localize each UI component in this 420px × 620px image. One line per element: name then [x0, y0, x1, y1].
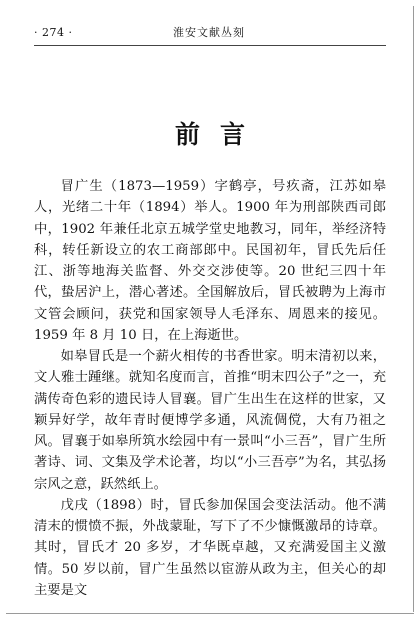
page-header	[34, 23, 384, 43]
scan-edge-bottom	[6, 613, 414, 614]
paragraph: 如皋冒氏是一个薪火相传的书香世家。明末清初以来，文人雅士踵继。就知名度而言，首推“明末四公子”之一，充满传奇色彩的遗民诗人冒襄。冒广生出生在这样的世家，又颖异好学，故年青时便博学多通，风流倜傥，大有乃祖之风。冒襄于如皋所筑水绘园中有一景叫“小三吾”，冒广生所著诗、词、文集及学术论著，均以“小三吾亭”为名，其弘扬宗风之意，跃然纸上。	[34, 349, 386, 492]
paragraph: 戊戌（1898）时，冒氏参加保国会变法活动。他不满清末的惯愤不振，外战蒙耻，写下了不少慷慨激昂的诗章。其时，冒氏才 20 多岁，才华既卓越，又充满爱国主义激情。50 岁以前，冒广生虽然以宦游从政为主，但关心的却主要是文	[34, 497, 386, 598]
page-number: · 274 ·	[34, 26, 73, 39]
paragraph: 冒广生（1873—1959）字鹤亭，号疚斋，江苏如皋人，光绪二十年（1894）举人。1900 年为刑部陕西司郎中，1902 年兼任北京五城学堂史地教习，同年，举经济特科，转任新设立的农工商部郎中。民国初年，冒氏先后任江、浙等地海关监督、外交交涉使等。20 世纪三四十年代，蛰居沪上，潜心著述。全国解放后，冒氏被聘为上海市文管会顾问，获党和国家领导人毛泽东、周恩来的接见。1959 年 8 月 10 日，在上海逝世。	[34, 179, 386, 343]
scan-edge-right	[413, 6, 414, 612]
header-divider	[34, 45, 386, 46]
body-text	[34, 176, 386, 601]
running-title: 淮安文献丛刻	[173, 26, 245, 39]
page-title: 前言	[174, 120, 265, 149]
